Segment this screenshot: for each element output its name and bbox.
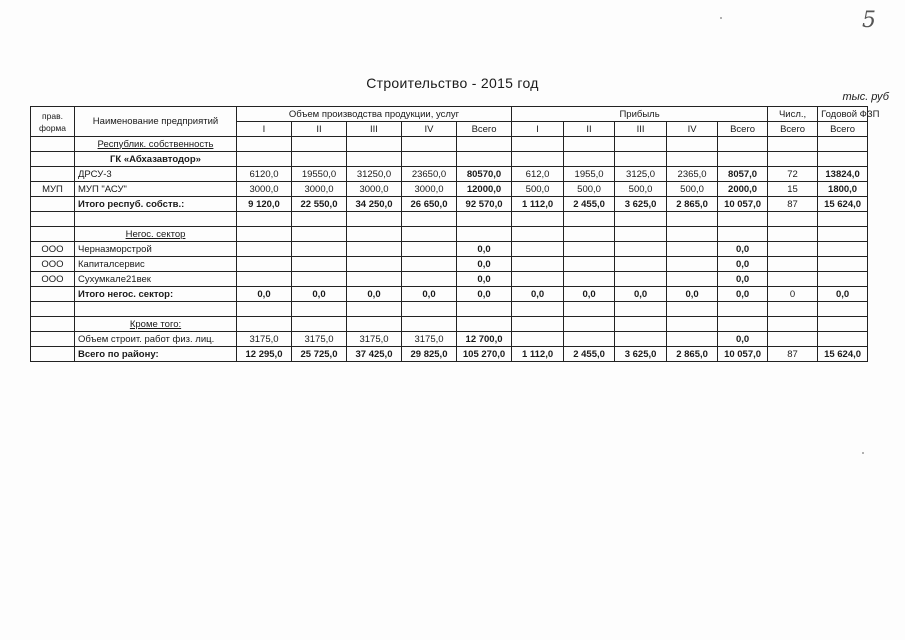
volume-cell	[292, 242, 347, 257]
table-row	[31, 182, 868, 197]
profit-cell	[512, 212, 564, 227]
legal-form-cell	[31, 227, 75, 242]
section-row	[31, 227, 868, 242]
legal-form-cell	[31, 302, 75, 317]
payroll-cell: 15 624,0	[818, 347, 868, 362]
profit-cell: 0,0	[718, 257, 768, 272]
total-row	[31, 287, 868, 302]
volume-cell	[292, 302, 347, 317]
header-profit-q2: II	[564, 122, 615, 137]
legal-form-cell	[31, 317, 75, 332]
legal-form-cell: ООО	[31, 272, 75, 287]
volume-cell	[237, 152, 292, 167]
enterprise-name-cell: Кроме того:	[75, 317, 237, 332]
volume-cell	[347, 317, 402, 332]
legal-form-cell	[31, 332, 75, 347]
volume-cell: 3175,0	[347, 332, 402, 347]
profit-cell: 1955,0	[564, 167, 615, 182]
volume-cell: 9 120,0	[237, 197, 292, 212]
profit-cell	[564, 257, 615, 272]
header-volume-total: Всего	[457, 122, 512, 137]
profit-cell	[512, 242, 564, 257]
header-employees: Числ.,	[768, 107, 818, 122]
employees-cell: 87	[768, 347, 818, 362]
section-row	[31, 317, 868, 332]
page-title: Строительство - 2015 год	[366, 75, 539, 91]
volume-cell: 6120,0	[237, 167, 292, 182]
profit-cell	[667, 212, 718, 227]
profit-cell: 2365,0	[667, 167, 718, 182]
profit-cell: 0,0	[512, 287, 564, 302]
volume-cell: 0,0	[457, 257, 512, 272]
header-form: прав. форма	[31, 107, 75, 137]
profit-cell	[512, 317, 564, 332]
volume-cell	[292, 212, 347, 227]
header-employees-total: Всего	[768, 122, 818, 137]
payroll-cell: 1800,0	[818, 182, 868, 197]
table-row	[31, 212, 868, 227]
volume-cell	[402, 257, 457, 272]
volume-cell	[402, 227, 457, 242]
profit-cell	[667, 302, 718, 317]
volume-cell	[237, 242, 292, 257]
enterprise-name-cell: Черназморстрой	[75, 242, 237, 257]
profit-cell: 10 057,0	[718, 347, 768, 362]
employees-cell: 15	[768, 182, 818, 197]
employees-cell	[768, 152, 818, 167]
payroll-cell: 13824,0	[818, 167, 868, 182]
legal-form-cell	[31, 152, 75, 167]
volume-cell	[237, 317, 292, 332]
volume-cell: 0,0	[457, 287, 512, 302]
employees-cell	[768, 137, 818, 152]
header-volume-q3: III	[347, 122, 402, 137]
payroll-cell	[818, 257, 868, 272]
enterprise-name-cell: Итого негос. сектор:	[75, 287, 237, 302]
volume-cell	[457, 152, 512, 167]
volume-cell: 3175,0	[292, 332, 347, 347]
header-payroll-total: Всего	[818, 122, 868, 137]
volume-cell	[237, 227, 292, 242]
legal-form-cell: ООО	[31, 242, 75, 257]
legal-form-cell	[31, 137, 75, 152]
volume-cell	[347, 302, 402, 317]
payroll-cell	[818, 227, 868, 242]
volume-cell: 0,0	[292, 287, 347, 302]
volume-cell: 80570,0	[457, 167, 512, 182]
table-row	[31, 167, 868, 182]
volume-cell: 23650,0	[402, 167, 457, 182]
employees-cell	[768, 242, 818, 257]
header-payroll: Годовой ФЗП	[818, 107, 868, 122]
payroll-cell	[818, 302, 868, 317]
profit-cell	[615, 152, 667, 167]
profit-cell	[512, 227, 564, 242]
volume-cell	[347, 272, 402, 287]
profit-cell	[667, 317, 718, 332]
legal-form-cell	[31, 167, 75, 182]
table-row	[31, 242, 868, 257]
profit-cell: 0,0	[615, 287, 667, 302]
employees-cell	[768, 212, 818, 227]
employees-cell	[768, 302, 818, 317]
volume-cell	[237, 137, 292, 152]
payroll-cell	[818, 242, 868, 257]
volume-cell: 12 295,0	[237, 347, 292, 362]
payroll-cell	[818, 332, 868, 347]
payroll-cell	[818, 212, 868, 227]
table-row	[31, 272, 868, 287]
payroll-cell: 15 624,0	[818, 197, 868, 212]
volume-cell	[457, 212, 512, 227]
table-row	[31, 332, 868, 347]
profit-cell: 2 865,0	[667, 197, 718, 212]
profit-cell	[512, 137, 564, 152]
enterprise-name-cell: Всего по району:	[75, 347, 237, 362]
volume-cell	[347, 137, 402, 152]
profit-cell	[615, 242, 667, 257]
page-number: 5	[862, 8, 876, 33]
employees-cell	[768, 317, 818, 332]
enterprise-name-cell: Итого респуб. собств.:	[75, 197, 237, 212]
profit-cell	[615, 227, 667, 242]
table-row	[31, 257, 868, 272]
volume-cell	[237, 272, 292, 287]
scan-speck	[862, 452, 864, 454]
volume-cell	[347, 242, 402, 257]
profit-cell	[615, 302, 667, 317]
header-profit-q4: IV	[667, 122, 718, 137]
volume-cell: 26 650,0	[402, 197, 457, 212]
total-row	[31, 197, 868, 212]
employees-cell	[768, 227, 818, 242]
volume-cell	[292, 152, 347, 167]
profit-cell: 2 455,0	[564, 197, 615, 212]
profit-cell	[564, 227, 615, 242]
profit-cell	[667, 332, 718, 347]
payroll-cell	[818, 272, 868, 287]
volume-cell	[402, 302, 457, 317]
profit-cell	[718, 302, 768, 317]
volume-cell: 3000,0	[347, 182, 402, 197]
volume-cell: 37 425,0	[347, 347, 402, 362]
volume-cell	[402, 137, 457, 152]
unit-label: тыс. руб	[842, 91, 889, 103]
profit-cell	[615, 317, 667, 332]
enterprise-name-cell: Негос. сектор	[75, 227, 237, 242]
volume-cell	[457, 137, 512, 152]
profit-cell	[615, 272, 667, 287]
volume-cell: 31250,0	[347, 167, 402, 182]
profit-cell: 500,0	[667, 182, 718, 197]
profit-cell: 10 057,0	[718, 197, 768, 212]
volume-cell	[402, 212, 457, 227]
enterprise-name-cell: ДРСУ-3	[75, 167, 237, 182]
enterprise-name-cell: Сухумкале21век	[75, 272, 237, 287]
volume-cell: 0,0	[457, 242, 512, 257]
profit-cell	[615, 137, 667, 152]
volume-cell	[237, 257, 292, 272]
profit-cell	[667, 257, 718, 272]
volume-cell: 0,0	[347, 287, 402, 302]
table-row	[31, 302, 868, 317]
volume-cell: 3000,0	[402, 182, 457, 197]
profit-cell: 500,0	[512, 182, 564, 197]
volume-cell	[292, 317, 347, 332]
legal-form-cell: ООО	[31, 257, 75, 272]
legal-form-cell	[31, 287, 75, 302]
profit-cell	[512, 257, 564, 272]
volume-cell	[457, 317, 512, 332]
enterprise-name-cell: Капиталсервис	[75, 257, 237, 272]
profit-cell: 0,0	[718, 272, 768, 287]
volume-cell	[347, 152, 402, 167]
profit-cell	[512, 302, 564, 317]
volume-cell: 0,0	[402, 287, 457, 302]
volume-cell	[402, 272, 457, 287]
volume-cell: 34 250,0	[347, 197, 402, 212]
volume-cell: 0,0	[237, 287, 292, 302]
profit-cell: 2 455,0	[564, 347, 615, 362]
profit-cell: 0,0	[718, 287, 768, 302]
profit-cell	[718, 227, 768, 242]
volume-cell	[402, 152, 457, 167]
legal-form-cell	[31, 347, 75, 362]
volume-cell: 3175,0	[402, 332, 457, 347]
header-profit-total: Всего	[718, 122, 768, 137]
enterprise-name-cell: Объем строит. работ физ. лиц.	[75, 332, 237, 347]
header-volume: Объем производства продукции, услуг	[237, 107, 512, 122]
volume-cell	[292, 272, 347, 287]
volume-cell: 3000,0	[292, 182, 347, 197]
volume-cell: 25 725,0	[292, 347, 347, 362]
legal-form-cell: МУП	[31, 182, 75, 197]
volume-cell	[347, 257, 402, 272]
profit-cell	[564, 212, 615, 227]
profit-cell	[512, 272, 564, 287]
profit-cell	[615, 332, 667, 347]
payroll-cell	[818, 137, 868, 152]
volume-cell: 12000,0	[457, 182, 512, 197]
employees-cell	[768, 332, 818, 347]
profit-cell	[512, 152, 564, 167]
profit-cell: 0,0	[564, 287, 615, 302]
profit-cell: 612,0	[512, 167, 564, 182]
profit-cell	[564, 272, 615, 287]
payroll-cell	[818, 152, 868, 167]
volume-cell	[402, 242, 457, 257]
profit-cell	[667, 137, 718, 152]
volume-cell	[457, 302, 512, 317]
header-name: Наименование предприятий	[75, 107, 237, 137]
profit-cell: 500,0	[564, 182, 615, 197]
volume-cell: 0,0	[457, 272, 512, 287]
profit-cell	[564, 302, 615, 317]
volume-cell	[347, 212, 402, 227]
enterprise-name-cell: ГК «Абхазавтодор»	[75, 152, 237, 167]
volume-cell	[457, 227, 512, 242]
profit-cell	[615, 257, 667, 272]
profit-cell: 2000,0	[718, 182, 768, 197]
legal-form-cell	[31, 197, 75, 212]
volume-cell	[402, 317, 457, 332]
header-profit-q3: III	[615, 122, 667, 137]
profit-cell: 3 625,0	[615, 347, 667, 362]
profit-cell: 0,0	[667, 287, 718, 302]
profit-cell: 3125,0	[615, 167, 667, 182]
profit-cell	[667, 242, 718, 257]
employees-cell	[768, 272, 818, 287]
enterprise-name-cell: МУП "АСУ"	[75, 182, 237, 197]
profit-cell	[718, 212, 768, 227]
header-profit: Прибыль	[512, 107, 768, 122]
profit-cell	[564, 332, 615, 347]
enterprise-name-cell	[75, 302, 237, 317]
volume-cell	[292, 257, 347, 272]
profit-cell: 0,0	[718, 242, 768, 257]
employees-cell: 87	[768, 197, 818, 212]
report-table	[30, 106, 880, 362]
profit-cell	[512, 332, 564, 347]
volume-cell	[292, 227, 347, 242]
profit-cell	[564, 317, 615, 332]
profit-cell	[718, 152, 768, 167]
volume-cell	[237, 302, 292, 317]
volume-cell: 12 700,0	[457, 332, 512, 347]
profit-cell: 0,0	[718, 332, 768, 347]
volume-cell: 105 270,0	[457, 347, 512, 362]
profit-cell	[564, 152, 615, 167]
profit-cell: 1 112,0	[512, 197, 564, 212]
profit-cell	[718, 317, 768, 332]
volume-cell	[347, 227, 402, 242]
volume-cell: 3175,0	[237, 332, 292, 347]
volume-cell: 22 550,0	[292, 197, 347, 212]
volume-cell: 19550,0	[292, 167, 347, 182]
volume-cell	[292, 137, 347, 152]
section-row	[31, 137, 868, 152]
scan-speck	[720, 17, 722, 19]
profit-cell: 1 112,0	[512, 347, 564, 362]
employees-cell: 0	[768, 287, 818, 302]
profit-cell: 500,0	[615, 182, 667, 197]
profit-cell: 3 625,0	[615, 197, 667, 212]
employees-cell	[768, 257, 818, 272]
profit-cell	[718, 137, 768, 152]
total-row	[31, 347, 868, 362]
profit-cell	[615, 212, 667, 227]
profit-cell: 8057,0	[718, 167, 768, 182]
header-volume-q2: II	[292, 122, 347, 137]
header-volume-q1: I	[237, 122, 292, 137]
employees-cell: 72	[768, 167, 818, 182]
volume-cell: 3000,0	[237, 182, 292, 197]
profit-cell	[564, 242, 615, 257]
enterprise-name-cell: Республик. собственность	[75, 137, 237, 152]
volume-cell: 92 570,0	[457, 197, 512, 212]
volume-cell: 29 825,0	[402, 347, 457, 362]
enterprise-name-cell	[75, 212, 237, 227]
report-body	[31, 137, 868, 362]
legal-form-cell	[31, 212, 75, 227]
payroll-cell: 0,0	[818, 287, 868, 302]
profit-cell	[667, 227, 718, 242]
volume-cell	[237, 212, 292, 227]
profit-cell	[564, 137, 615, 152]
profit-cell	[667, 272, 718, 287]
header-profit-q1: I	[512, 122, 564, 137]
header-volume-q4: IV	[402, 122, 457, 137]
profit-cell: 2 865,0	[667, 347, 718, 362]
section-row	[31, 152, 868, 167]
payroll-cell	[818, 317, 868, 332]
profit-cell	[667, 152, 718, 167]
